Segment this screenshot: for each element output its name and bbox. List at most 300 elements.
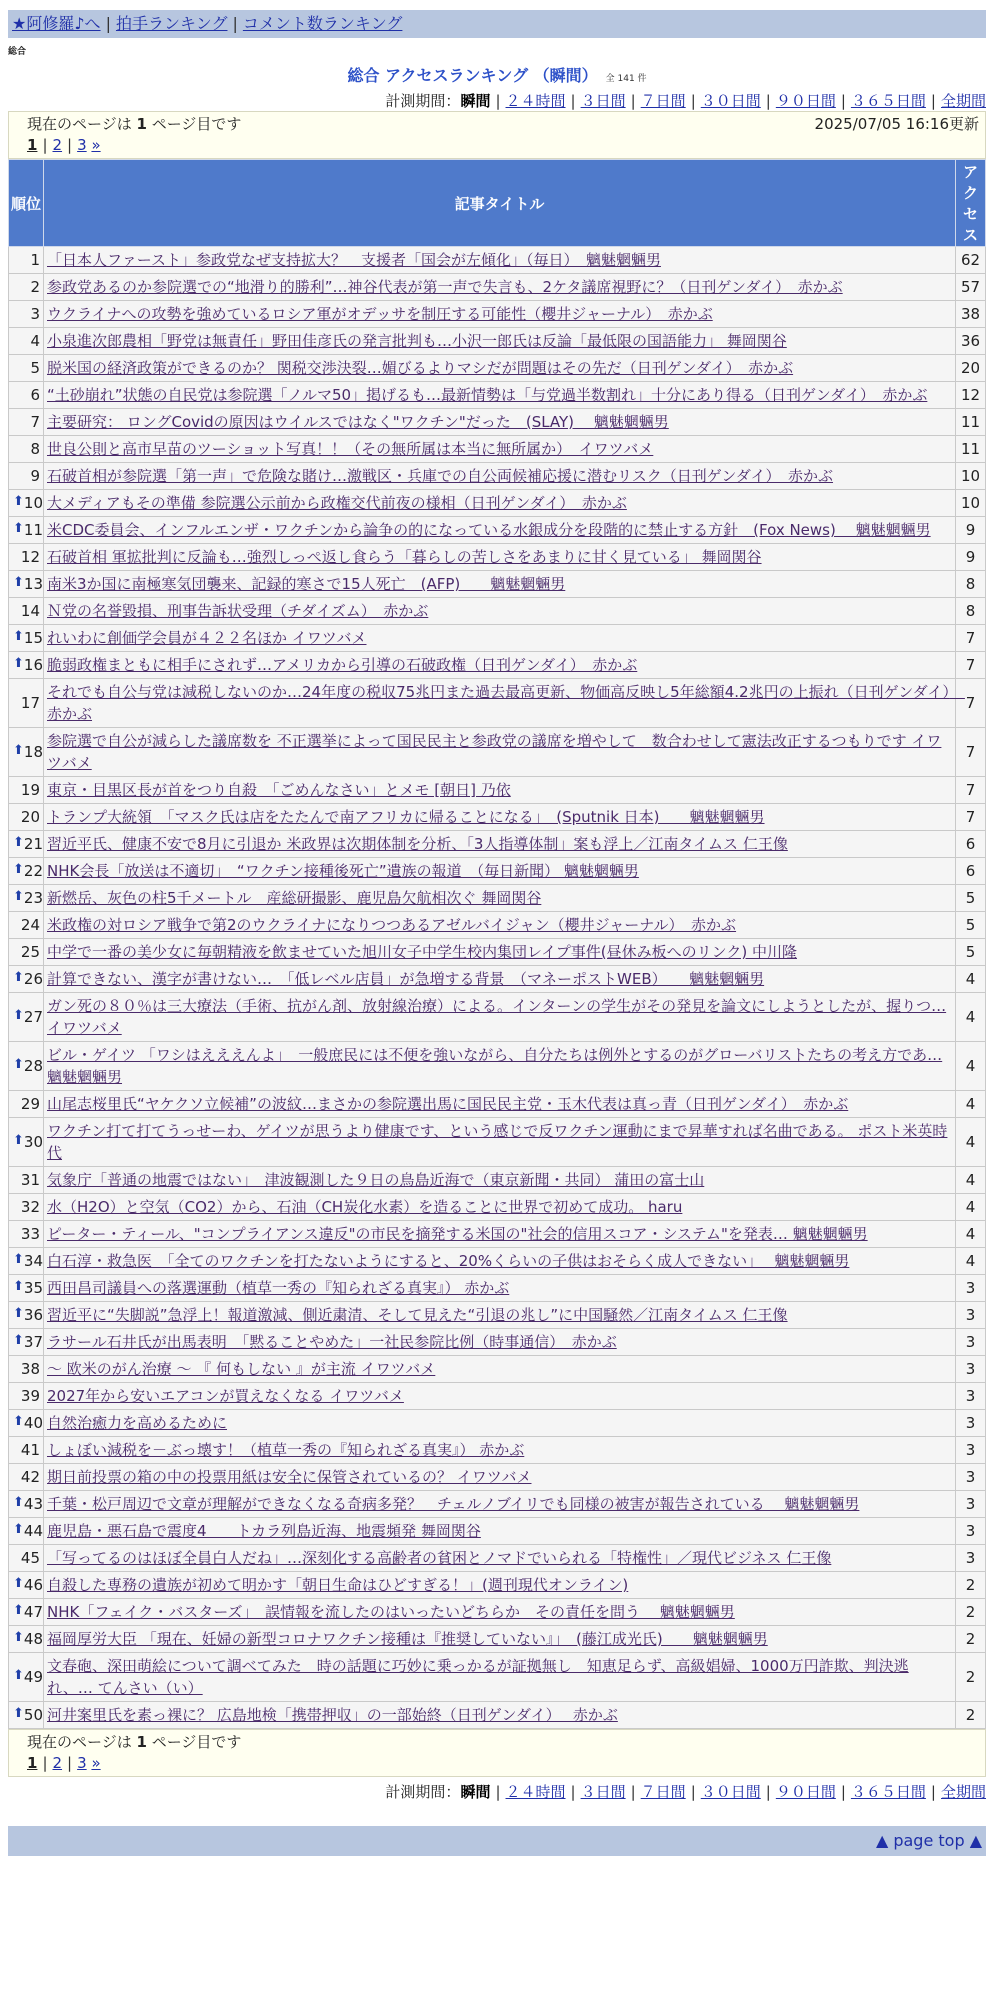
access-count: 4 — [956, 1221, 986, 1248]
article-link[interactable]: 鹿児島・悪石島で震度4 トカラ列島近海、地震頻発 舞岡関谷 — [47, 1522, 481, 1540]
rank-number: 12 — [20, 548, 40, 566]
table-row — [9, 1464, 986, 1491]
rank-number: 25 — [20, 943, 40, 961]
rank-cell — [9, 1302, 44, 1329]
rank-cell — [9, 1626, 44, 1653]
rank-cell — [9, 1118, 44, 1167]
title-cell — [44, 1356, 956, 1383]
title-cell — [44, 728, 956, 777]
access-count: 12 — [956, 382, 986, 409]
rank-cell — [9, 1410, 44, 1437]
access-count: 3 — [956, 1356, 986, 1383]
rank-number: 2 — [30, 278, 40, 296]
pagination-bottom — [8, 1729, 986, 1777]
rank-cell — [9, 490, 44, 517]
article-link[interactable]: 河井案里氏を素っ裸に？ 広島地検「携帯押収」の一部始終（日刊ゲンダイ） 赤かぶ — [47, 1706, 618, 1724]
rank-cell — [9, 436, 44, 463]
period-link[interactable]: ７日間 — [640, 1783, 686, 1801]
table-row — [9, 1302, 986, 1329]
access-count: 57 — [956, 274, 986, 301]
table-row — [9, 1518, 986, 1545]
title-cell — [44, 517, 956, 544]
article-link[interactable]: NHK「フェイク・バスターズ」 誤情報を流したのはいったいどちらか その責任を問う 魑魅魍魎男 — [47, 1603, 735, 1621]
period-selector-bottom — [8, 1781, 986, 1802]
article-link[interactable]: それでも自公与党は減税しないのか…24年度の税収75兆円また過去最高更新、物価高反映し5年総額4.2兆円の上振れ（日刊ゲンダイ） 赤かぶ — [47, 683, 965, 723]
page-title: 総合 アクセスランキング （瞬間） — [347, 66, 598, 85]
period-separator: | — [840, 92, 846, 110]
table-row — [9, 831, 986, 858]
rank-cell — [9, 858, 44, 885]
pager-separator: | — [67, 1754, 73, 1772]
rank-number: 1 — [30, 251, 40, 269]
access-count: 3 — [956, 1329, 986, 1356]
title-cell — [44, 679, 965, 728]
title-cell — [44, 1518, 956, 1545]
item-count: 全 141 件 — [605, 74, 647, 84]
title-cell — [44, 804, 956, 831]
table-row — [9, 301, 986, 328]
access-count: 4 — [956, 966, 986, 993]
rank-header: 順位 — [9, 160, 44, 247]
pager-link[interactable]: 2 — [52, 1754, 63, 1772]
rank-cell — [9, 1491, 44, 1518]
title-cell — [44, 939, 956, 966]
updated-time: 2025/07/05 16:16更新 — [814, 115, 979, 133]
rank-number: 48 — [23, 1630, 43, 1648]
article-link[interactable]: 大メディアもその準備 参院選公示前から政権交代前夜の様相（日刊ゲンダイ） 赤かぶ — [47, 494, 627, 512]
table-row — [9, 571, 986, 598]
rank-cell — [9, 831, 44, 858]
access-count: 7 — [956, 804, 986, 831]
period-separator: | — [765, 92, 771, 110]
rank-cell — [9, 1599, 44, 1626]
table-row — [9, 804, 986, 831]
article-link[interactable]: ラサール石井氏が出馬表明 「黙ることやめた」一社民参院比例（時事通信） 赤かぶ — [47, 1333, 617, 1351]
table-row — [9, 355, 986, 382]
top-link[interactable]: ★阿修羅♪へ — [12, 14, 101, 33]
article-link[interactable]: 水（H2O）と空気（CO2）から、石油（CH炭化水素）を造ることに世界で初めて成功。 haru — [47, 1198, 683, 1216]
article-link[interactable]: 西田昌司議員への落選運動（植草一秀の『知られざる真実』） 赤かぶ — [47, 1279, 510, 1297]
rank-cell — [9, 1383, 44, 1410]
article-link[interactable]: 2027年から安いエアコンが買えなくなる イワツバメ — [47, 1387, 404, 1405]
rank-up-icon: ⬆ — [13, 629, 24, 644]
page-top-link[interactable]: ▲ page top ▲ — [875, 1831, 982, 1850]
pager-link[interactable]: » — [91, 1754, 101, 1772]
rank-number: 13 — [23, 575, 43, 593]
table-row — [9, 274, 986, 301]
rank-number: 37 — [23, 1333, 43, 1351]
article-link[interactable]: 計算できない、漢字が書けない… 「低レベル店員」が急増する背景 （マネーポストWEB） 魑魅魍魎男 — [47, 970, 765, 988]
access-header: アクセス — [956, 160, 986, 247]
article-link[interactable]: 自殺した専務の遺族が初めて明かす「朝日生命はひどすぎる！」(週刊現代オンライン) — [47, 1576, 629, 1594]
table-row — [9, 1383, 986, 1410]
nav-separator: | — [105, 14, 111, 33]
article-link[interactable]: ビル・ゲイツ 「ワシはえええんよ」 一般庶民には不便を強いながら、自分たちは例外とするのがグローバリストたちの考え方であ… 魑魅魍魎男 — [47, 1046, 943, 1086]
rank-up-icon: ⬆ — [13, 494, 24, 509]
nav-separator: | — [232, 14, 238, 33]
article-link[interactable]: 山尾志桜里氏“ヤケクソ立候補”の波紋…まさかの参院選出馬に国民民主党・玉木代表は真っ青（日刊ゲンダイ） 赤かぶ — [47, 1095, 849, 1113]
rank-cell — [9, 993, 44, 1042]
table-row — [9, 517, 986, 544]
category-label: 総合 — [8, 47, 27, 57]
access-count: 7 — [956, 625, 986, 652]
access-count: 6 — [956, 831, 986, 858]
access-count: 5 — [956, 939, 986, 966]
title-cell — [44, 1194, 956, 1221]
title-cell — [44, 1167, 956, 1194]
article-link[interactable]: 石破首相 軍拡批判に反論も…強烈しっぺ返し食らう「暮らしの苦しさをあまりに甘く見ている」 舞岡関谷 — [47, 548, 762, 566]
access-count: 3 — [956, 1437, 986, 1464]
rank-cell — [9, 1091, 44, 1118]
article-link[interactable]: 南米3か国に南極寒気団襲来、記録的寒さで15人死亡 (AFP) 魑魅魍魎男 — [47, 575, 566, 593]
period-separator: | — [570, 1783, 576, 1801]
period-link[interactable]: ３６５日間 — [850, 92, 926, 110]
table-row — [9, 1221, 986, 1248]
rank-number: 28 — [23, 1057, 43, 1075]
title-cell — [44, 274, 956, 301]
table-row — [9, 436, 986, 463]
article-link[interactable]: 参院選で自公が減らした議席数を 不正選挙によって国民民主と参政党の議席を増やして 数合わせして憲法改正するつもりです イワツバメ — [47, 732, 942, 772]
title-cell — [44, 598, 956, 625]
title-cell — [44, 858, 956, 885]
rank-number: 38 — [20, 1360, 40, 1378]
rank-up-icon: ⬆ — [13, 1576, 24, 1591]
title-cell — [44, 355, 956, 382]
rank-cell — [9, 463, 44, 490]
rank-up-icon: ⬆ — [13, 1252, 24, 1267]
period-link[interactable]: ７日間 — [640, 92, 686, 110]
table-row — [9, 544, 986, 571]
pager-link[interactable]: » — [91, 136, 101, 154]
title-cell — [44, 1091, 956, 1118]
access-count: 3 — [956, 1275, 986, 1302]
rank-cell — [9, 939, 44, 966]
table-row — [9, 939, 986, 966]
access-count: 3 — [956, 1545, 986, 1572]
title-cell — [44, 1302, 956, 1329]
rank-number: 22 — [23, 862, 43, 880]
period-link[interactable]: 全期間 — [940, 1783, 986, 1801]
table-row — [9, 652, 986, 679]
title-cell — [44, 1248, 956, 1275]
access-count: 4 — [956, 1042, 986, 1091]
period-link[interactable]: ３日間 — [580, 1783, 626, 1801]
rank-number: 3 — [30, 305, 40, 323]
rank-number: 16 — [23, 656, 43, 674]
rank-up-icon: ⬆ — [13, 970, 24, 985]
access-count: 4 — [956, 993, 986, 1042]
access-count: 4 — [956, 1194, 986, 1221]
rank-number: 24 — [20, 916, 40, 934]
title-cell — [44, 490, 956, 517]
rank-up-icon: ⬆ — [13, 1522, 24, 1537]
pagination-top — [8, 111, 986, 159]
pager — [27, 134, 979, 156]
period-link[interactable]: ３０日間 — [700, 1783, 761, 1801]
article-link[interactable]: しょぼい減税を－ぶっ壊す！（植草一秀の『知られざる真実』） 赤かぶ — [47, 1441, 525, 1459]
table-row — [9, 679, 986, 728]
table-row — [9, 1275, 986, 1302]
period-link[interactable]: 全期間 — [940, 92, 986, 110]
table-row — [9, 1118, 986, 1167]
rank-up-icon: ⬆ — [13, 1008, 24, 1023]
rank-cell — [9, 1653, 44, 1702]
rank-number: 5 — [30, 359, 40, 377]
article-link[interactable]: 小泉進次郎農相「野党は無責任」野田佳彦氏の発言批判も…小沢一郎氏は反論「最低限の国語能力」 舞岡関谷 — [47, 332, 787, 350]
access-count: 2 — [956, 1653, 986, 1702]
rank-up-icon: ⬆ — [13, 743, 24, 758]
access-count: 2 — [956, 1572, 986, 1599]
period-label: 計測期間： — [385, 1783, 461, 1801]
article-link[interactable]: 中学で一番の美少女に毎朝精液を飲ませていた旭川女子中学生校内集団レイプ事件(昼休み板へのリンク) 中川隆 — [47, 943, 797, 961]
rank-cell — [9, 777, 44, 804]
table-row — [9, 625, 986, 652]
period-link[interactable]: ９０日間 — [775, 92, 836, 110]
rank-number: 6 — [30, 386, 40, 404]
table-row — [9, 1248, 986, 1275]
article-link[interactable]: “土砂崩れ”状態の自民党は参院選「ノルマ50」掲げるも…最新情勢は「与党過半数割れ」十分にあり得る（日刊ゲンダイ） 赤かぶ — [47, 386, 928, 404]
period-link[interactable]: ２４時間 — [505, 92, 566, 110]
rank-number: 41 — [20, 1441, 40, 1459]
rank-cell — [9, 679, 44, 728]
table-row — [9, 490, 986, 517]
pager — [27, 1752, 979, 1774]
rank-cell — [9, 1437, 44, 1464]
access-count: 10 — [956, 463, 986, 490]
rank-number: 44 — [23, 1522, 43, 1540]
article-link[interactable]: れいわに創価学会員が４２２名ほか イワツバメ — [47, 629, 367, 647]
article-link[interactable]: ～ 欧米のがん治療 ～ 『 何もしない 』が主流 イワツバメ — [47, 1360, 436, 1378]
article-link[interactable]: 「写ってるのはほぼ全員白人だね」…深刻化する高齢者の貧困とノマドでいられる「特権性」／現代ビジネス 仁王像 — [47, 1549, 832, 1567]
access-count: 4 — [956, 1248, 986, 1275]
table-row — [9, 409, 986, 436]
rank-up-icon: ⬆ — [13, 521, 24, 536]
pager-link[interactable]: 3 — [77, 136, 87, 154]
rank-up-icon: ⬆ — [13, 656, 24, 671]
table-row — [9, 1437, 986, 1464]
title-cell — [44, 1383, 956, 1410]
table-row — [9, 858, 986, 885]
article-link[interactable]: ピーター・ティール、"コンプライアンス違反"の市民を摘発する米国の"社会的信用スコア・システム"を発表… 魑魅魍魎男 — [47, 1225, 868, 1243]
title-cell — [44, 247, 956, 274]
access-count: 6 — [956, 858, 986, 885]
access-count: 20 — [956, 355, 986, 382]
article-link[interactable]: ワクチン打て打てうっせーわ、ゲイツが思うより健康です、という感じで反ワクチン運動にまで昇華すれば名曲である。 ポスト米英時代 — [47, 1122, 948, 1162]
rank-cell — [9, 625, 44, 652]
top-nav — [8, 10, 986, 38]
access-count: 36 — [956, 328, 986, 355]
rank-cell — [9, 1545, 44, 1572]
article-link[interactable]: 脱米国の経済政策ができるのか？ 関税交渉決裂…媚びるよりマシだが問題はその先だ（日刊ゲンダイ） 赤かぶ — [47, 359, 794, 377]
rank-cell — [9, 1275, 44, 1302]
rank-cell — [9, 301, 44, 328]
pager-separator: | — [67, 136, 73, 154]
article-link[interactable]: 主要研究： ロングCovidの原因はウイルスではなく"ワクチン"だった (SLAY) 魑魅魍魎男 — [47, 413, 669, 431]
table-row — [9, 1167, 986, 1194]
rank-cell — [9, 652, 44, 679]
rank-up-icon: ⬆ — [13, 1414, 24, 1429]
access-count: 8 — [956, 598, 986, 625]
access-count: 4 — [956, 1167, 986, 1194]
rank-cell — [9, 1167, 44, 1194]
period-label: 計測期間： — [385, 92, 461, 110]
period-separator: | — [570, 92, 576, 110]
access-count: 2 — [956, 1702, 986, 1729]
period-link[interactable]: ３日間 — [580, 92, 626, 110]
article-link[interactable]: 習近平氏、健康不安で8月に引退か 米政界は次期体制を分析、「3人指導体制」案も浮上／江南タイムス 仁王像 — [47, 835, 788, 853]
table-row — [9, 885, 986, 912]
article-link[interactable]: NHK会長「放送は不適切」 “ワクチン接種後死亡”遺族の報道 （毎日新聞） 魑魅魍魎男 — [47, 862, 639, 880]
rank-cell — [9, 247, 44, 274]
rank-cell — [9, 1042, 44, 1091]
access-count: 3 — [956, 1383, 986, 1410]
rank-number: 18 — [23, 743, 43, 761]
article-link[interactable]: ウクライナへの攻勢を強めているロシア軍がオデッサを制圧する可能性（櫻井ジャーナル） 赤かぶ — [47, 305, 713, 323]
rank-up-icon: ⬆ — [13, 1495, 24, 1510]
access-count: 7 — [956, 679, 986, 728]
period-separator: | — [495, 1783, 501, 1801]
rank-number: 36 — [23, 1306, 43, 1324]
period-separator: | — [495, 92, 501, 110]
table-row — [9, 1702, 986, 1729]
ranking-table — [8, 159, 986, 1729]
access-count: 5 — [956, 885, 986, 912]
access-count: 7 — [956, 728, 986, 777]
period-link[interactable]: ３０日間 — [700, 92, 761, 110]
table-row — [9, 993, 986, 1042]
article-link[interactable]: 新燃岳、灰色の柱5千メートル 産総研撮影、鹿児島欠航相次ぐ 舞岡関谷 — [47, 889, 542, 907]
rank-up-icon: ⬆ — [13, 1706, 24, 1721]
table-row — [9, 777, 986, 804]
article-link[interactable]: 福岡厚労大臣 「現在、妊婦の新型コロナワクチン接種は『推奨していない』」 (藤江成光氏) 魑魅魍魎男 — [47, 1630, 768, 1648]
access-count: 3 — [956, 1518, 986, 1545]
article-link[interactable]: 東京・目黒区長が首をつり自殺 「ごめんなさい」とメモ [朝日] 乃依 — [47, 781, 511, 799]
rank-cell — [9, 1356, 44, 1383]
article-link[interactable]: トランプ大統領 「マスク氏は店をたたんで南アフリカに帰ることになる」 (Sputnik 日本) 魑魅魍魎男 — [47, 808, 765, 826]
rank-number: 45 — [20, 1549, 40, 1567]
rank-cell — [9, 912, 44, 939]
ranking-heading — [0, 63, 994, 86]
title-cell — [44, 1572, 956, 1599]
title-cell — [44, 1702, 956, 1729]
period-link[interactable]: ２４時間 — [505, 1783, 566, 1801]
rank-up-icon: ⬆ — [13, 1057, 24, 1072]
rank-cell — [9, 1518, 44, 1545]
title-cell — [44, 1437, 956, 1464]
article-link[interactable]: 「日本人ファースト」参政党なぜ支持拡大？ 支援者「国会が左傾化」（毎日） 魑魅魍魎男 — [47, 251, 661, 269]
article-link[interactable]: 参政党あるのか参院選での“地滑り的勝利”…神谷代表が第一声で失言も、2ケタ議席視野に？（日刊ゲンダイ） 赤かぶ — [47, 278, 843, 296]
access-count: 3 — [956, 1491, 986, 1518]
table-row — [9, 247, 986, 274]
rank-number: 30 — [23, 1133, 43, 1151]
table-row — [9, 1626, 986, 1653]
rank-cell — [9, 274, 44, 301]
title-cell — [44, 1275, 956, 1302]
table-row — [9, 598, 986, 625]
rank-up-icon: ⬆ — [13, 1133, 24, 1148]
pager-link[interactable]: 2 — [52, 136, 63, 154]
title-cell — [44, 966, 956, 993]
article-link[interactable]: 期日前投票の箱の中の投票用紙は安全に保管されているの？ イワツバメ — [47, 1468, 532, 1486]
title-cell — [44, 544, 956, 571]
article-link[interactable]: 石破首相が参院選「第一声」で危険な賭け…激戦区・兵庫での自公両候補応援に潜むリスク（日刊ゲンダイ） 赤かぶ — [47, 467, 834, 485]
rank-number: 47 — [23, 1603, 43, 1621]
access-count: 11 — [956, 436, 986, 463]
title-cell — [44, 1118, 956, 1167]
period-separator: | — [840, 1783, 846, 1801]
period-separator: | — [690, 92, 696, 110]
article-link[interactable]: 白石淳・救急医 「全てのワクチンを打たないようにすると、20%くらいの子供はおそらく成人できない」 魑魅魍魎男 — [47, 1252, 850, 1270]
article-link[interactable]: 世良公則と高市早苗のツーショット写真！！（その無所属は本当に無所属か） イワツバメ — [47, 440, 654, 458]
title-cell — [44, 777, 956, 804]
rank-number: 11 — [23, 521, 43, 539]
pager-link[interactable]: 3 — [77, 1754, 87, 1772]
table-row — [9, 1410, 986, 1437]
article-link[interactable]: 習近平に“失脚説”急浮上！報道激減、側近粛清、そして見えた“引退の兆し”に中国騒然／江南タイムス 仁王像 — [47, 1306, 788, 1324]
rank-number: 42 — [20, 1468, 40, 1486]
page-status: 現在のページは 1 ページ目です — [27, 1733, 242, 1751]
article-link[interactable]: 脆弱政権まともに相手にされず…アメリカから引導の石破政権（日刊ゲンダイ） 赤かぶ — [47, 656, 638, 674]
rank-number: 17 — [20, 694, 40, 712]
title-cell — [44, 328, 956, 355]
rank-number: 7 — [30, 413, 40, 431]
access-count: 9 — [956, 544, 986, 571]
article-link[interactable]: Ｎ党の名誉毀損、刑事告訴状受理（チダイズム） 赤かぶ — [47, 602, 429, 620]
title-cell — [44, 409, 956, 436]
rank-cell — [9, 571, 44, 598]
pager-current: 1 — [27, 1754, 38, 1772]
rank-number: 26 — [23, 970, 43, 988]
rank-number: 43 — [23, 1495, 43, 1513]
article-link[interactable]: 文春砲、深田萌絵について調べてみた 時の話題に巧妙に乗っかるが証拠無し 知恵足らず、高級娼婦、1000万円詐欺、判決逃れ、… てんさい（い） — [47, 1657, 909, 1697]
period-link[interactable]: ３６５日間 — [850, 1783, 926, 1801]
title-cell — [44, 885, 956, 912]
period-selector-top — [8, 90, 986, 111]
access-count: 9 — [956, 517, 986, 544]
rank-number: 14 — [20, 602, 40, 620]
top-link[interactable]: コメント数ランキング — [242, 14, 403, 33]
table-row — [9, 1599, 986, 1626]
table-row — [9, 382, 986, 409]
rank-up-icon: ⬆ — [13, 1630, 24, 1645]
rank-cell — [9, 1572, 44, 1599]
rank-number: 27 — [23, 1008, 43, 1026]
top-link[interactable]: 拍手ランキング — [115, 14, 228, 33]
article-link[interactable]: 米政権の対ロシア戦争で第2のウクライナになりつつあるアゼルバイジャン（櫻井ジャーナル） 赤かぶ — [47, 916, 737, 934]
rank-number: 49 — [23, 1668, 43, 1686]
title-cell — [44, 436, 956, 463]
table-row — [9, 1042, 986, 1091]
article-link[interactable]: ガン死の８０％は三大療法（手術、抗がん剤、放射線治療）による。インターンの学生がその発見を論文にしようとしたが、握りつ… イワツバメ — [47, 997, 947, 1037]
title-cell — [44, 301, 956, 328]
rank-number: 46 — [23, 1576, 43, 1594]
table-row — [9, 463, 986, 490]
article-link[interactable]: 気象庁「普通の地震ではない」 津波観測した９日の鳥島近海で（東京新聞・共同） 蒲田の富士山 — [47, 1171, 705, 1189]
rank-cell — [9, 1702, 44, 1729]
article-link[interactable]: 米CDC委員会、インフルエンザ・ワクチンから論争の的になっている水銀成分を段階的に禁止する方針 (Fox News) 魑魅魍魎男 — [47, 521, 931, 539]
title-cell — [44, 1464, 956, 1491]
rank-cell — [9, 328, 44, 355]
article-link[interactable]: 千葉・松戸周辺で文章が理解ができなくなる奇病多発？ チェルノブイリでも同様の被害が報告されている 魑魅魍魎男 — [47, 1495, 860, 1513]
table-row — [9, 328, 986, 355]
title-cell — [44, 571, 956, 598]
title-cell — [44, 1329, 956, 1356]
period-link[interactable]: ９０日間 — [775, 1783, 836, 1801]
title-cell — [44, 831, 956, 858]
article-link[interactable]: 自然治癒力を高めるために — [47, 1414, 228, 1432]
title-cell — [44, 912, 956, 939]
rank-up-icon: ⬆ — [13, 575, 24, 590]
